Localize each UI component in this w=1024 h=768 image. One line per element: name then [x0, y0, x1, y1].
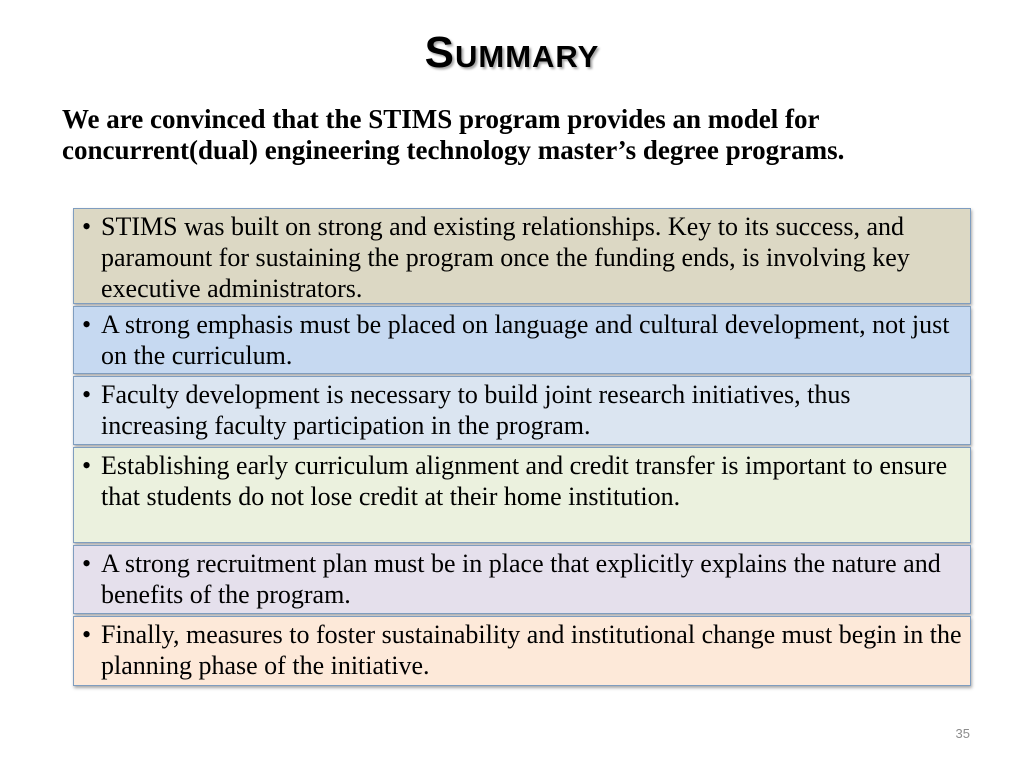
- summary-item-text: A strong emphasis must be placed on language and cultural development, not just on the curriculum.: [101, 310, 950, 370]
- summary-item-5: [73, 545, 971, 614]
- page-number: 35: [955, 726, 970, 741]
- summary-item-text: STIMS was built on strong and existing relationships. Key to its success, and paramount for sustaining the program once the funding ends, is involving key executive administrators.: [101, 212, 910, 303]
- summary-item-text: A strong recruitment plan must be in place that explicitly explains the nature and benefits of the program.: [101, 549, 941, 609]
- summary-item-4: [73, 447, 971, 543]
- bullet-icon: •: [82, 310, 92, 339]
- slide-title: Summary: [424, 28, 600, 77]
- bullet-icon: •: [82, 212, 92, 241]
- intro-paragraph: We are convinced that the STIMS program provides an model for concurrent(dual) engineering technology master’s degree programs.: [62, 104, 845, 165]
- summary-item-3: [73, 376, 971, 445]
- bullet-icon: •: [82, 451, 92, 480]
- bullet-icon: •: [82, 620, 92, 649]
- summary-item-text: Establishing early curriculum alignment and credit transfer is important to ensure that students do not lose credit at their home institution.: [101, 451, 948, 511]
- summary-item-2: [73, 306, 971, 374]
- bullet-icon: •: [82, 549, 92, 578]
- bullet-icon: •: [82, 380, 92, 409]
- summary-item-text: Faculty development is necessary to build joint research initiatives, thus increasing faculty participation in the program.: [101, 380, 851, 440]
- summary-item-text: Finally, measures to foster sustainability and institutional change must begin in the planning phase of the initiative.: [101, 620, 962, 680]
- summary-item-1: [73, 208, 971, 304]
- summary-item-6: [73, 616, 971, 686]
